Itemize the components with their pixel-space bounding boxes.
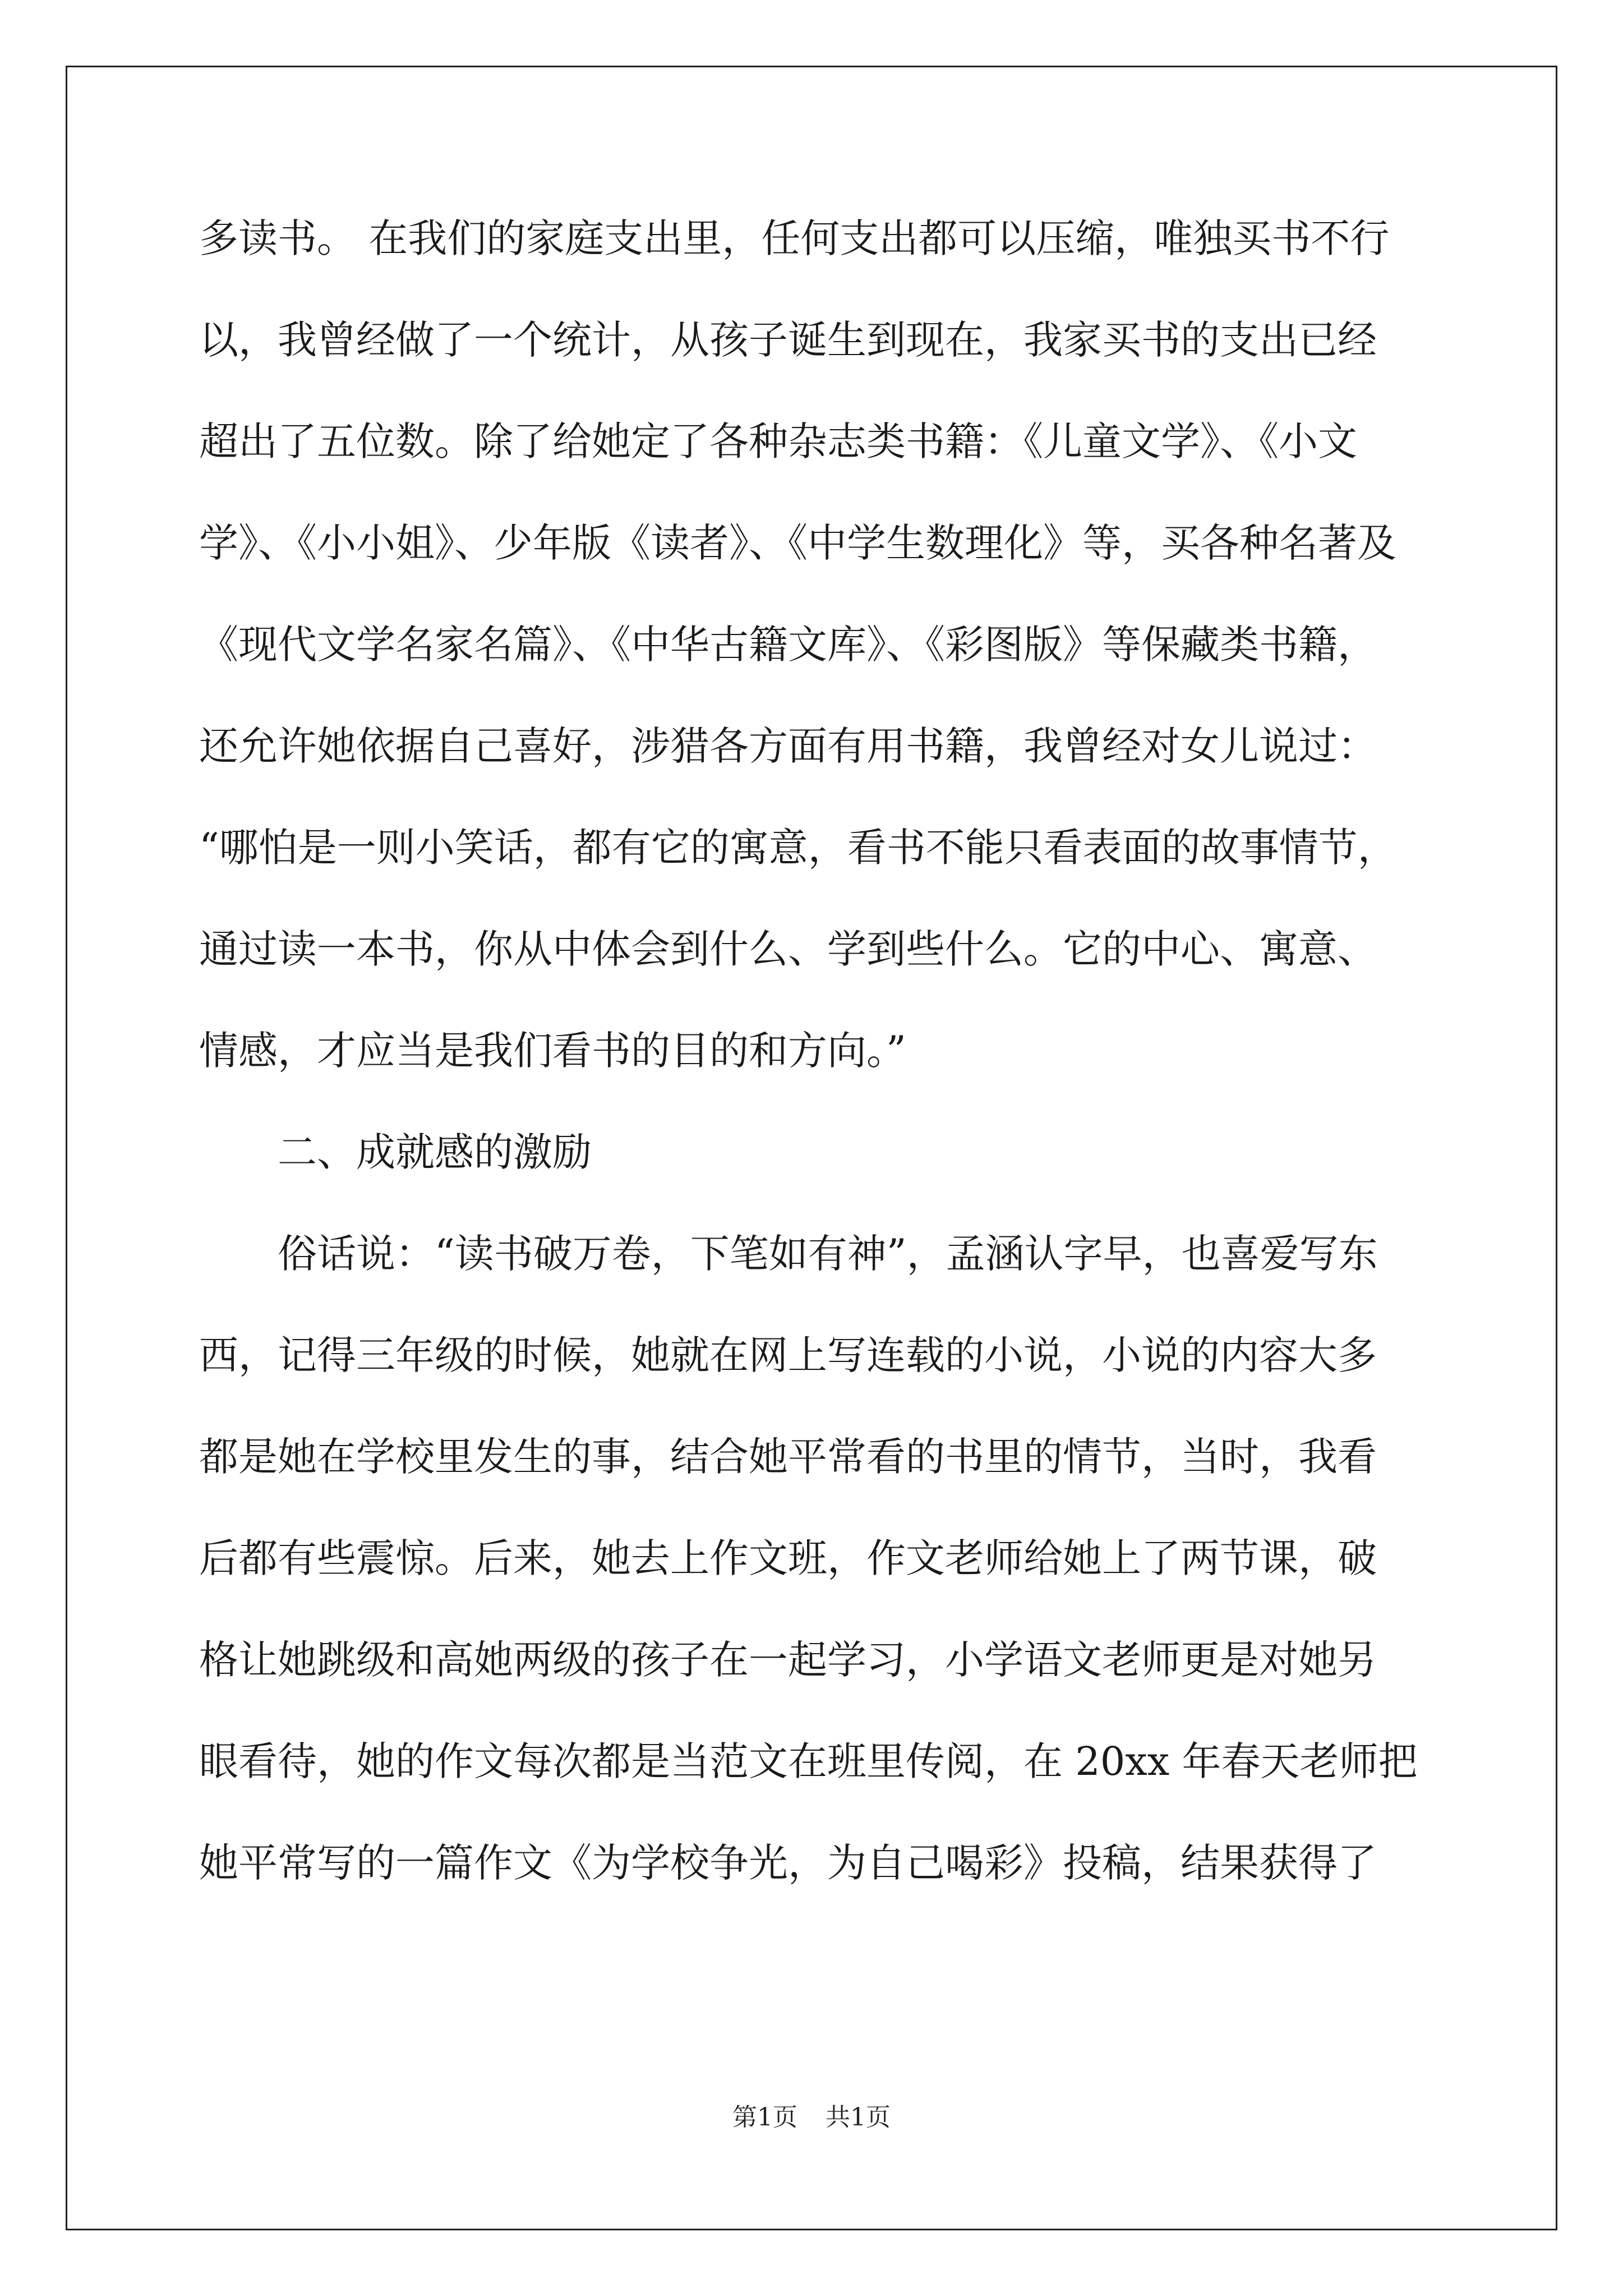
text-line: 格让她跳级和高她两级的孩子在一起学习，小学语文老师更是对她另 <box>199 1637 1377 1683</box>
text-line: 西，记得三年级的时候，她就在网上写连载的小说，小说的内容大多 <box>199 1332 1377 1378</box>
text-line: 眼看待，她的作文每次都是当范文在班里传阅，在 20xx 年春天老师把 <box>199 1738 1418 1784</box>
text-line: 多读书。 在我们的家庭支出里，任何支出都可以压缩，唯独买书不行 <box>199 215 1390 261</box>
page-footer <box>0 2101 1623 2134</box>
text-line: 她平常写的一篇作文《为学校争光，为自己喝彩》投稿，结果获得了 <box>199 1840 1377 1886</box>
page-number: 第1页 <box>732 2103 797 2132</box>
page-total: 共1页 <box>826 2103 891 2132</box>
text-line: 通过读一本书，你从中体会到什么、学到些什么。它的中心、寓意、 <box>199 926 1377 972</box>
text-line: “哪怕是一则小笑话，都有它的寓意，看书不能只看表面的故事情节， <box>199 825 1397 871</box>
text-line: 都是她在学校里发生的事，结合她平常看的书里的情节，当时，我看 <box>199 1434 1377 1480</box>
text-line: 情感，才应当是我们看书的目的和方向。” <box>199 1028 906 1074</box>
text-line: 还允许她依据自己喜好，涉猎各方面有用书籍，我曾经对女儿说过： <box>199 723 1377 769</box>
section-heading: 二、成就感的激励 <box>278 1129 592 1175</box>
text-line: 超出了五位数。除了给她定了各种杂志类书籍：《儿童文学》、《小文 <box>199 418 1357 464</box>
paragraph-first-line: 俗话说：“读书破万卷，下笔如有神”，孟涵认字早，也喜爱写东 <box>278 1231 1378 1277</box>
text-line: 以，我曾经做了一个统计，从孩子诞生到现在，我家买书的支出已经 <box>199 317 1377 363</box>
text-line: 学》、《小小姐》、少年版《读者》、《中学生数理化》等，买各种名著及 <box>199 520 1396 566</box>
text-line: 后都有些震惊。后来，她去上作文班，作文老师给她上了两节课，破 <box>199 1535 1377 1581</box>
text-line: 《现代文学名家名篇》、《中华古籍文库》、《彩图版》等保藏类书籍， <box>199 622 1377 668</box>
document-body <box>199 208 1461 1934</box>
